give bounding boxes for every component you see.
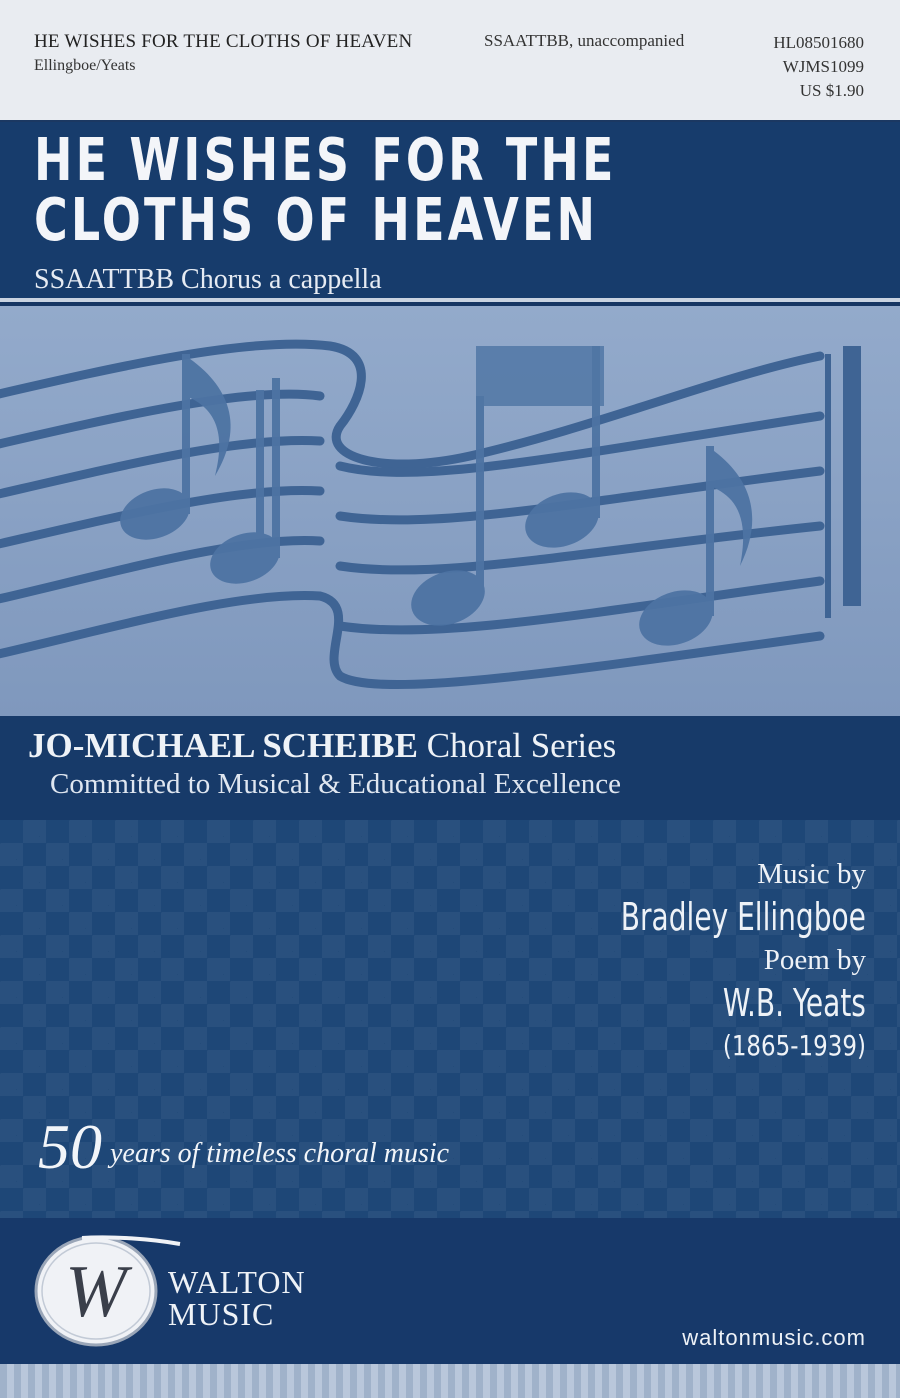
staff-and-notes-image xyxy=(0,306,900,716)
anniversary-text: years of timeless choral music xyxy=(110,1138,450,1169)
series-name-bold: JO-MICHAEL SCHEIBE xyxy=(28,726,418,765)
cover-title: HE WISHES FOR THE CLOTHS OF HEAVEN xyxy=(34,125,617,254)
series-tagline: Committed to Musical & Educational Excellence xyxy=(50,768,621,800)
footer-strip xyxy=(0,1364,900,1398)
anniversary-number: 50 xyxy=(38,1111,102,1182)
catalog-number: HL08501680 xyxy=(773,33,864,52)
poem-by-label: Poem by xyxy=(763,944,866,976)
music-staff-artwork xyxy=(0,306,900,716)
header-catalog-info xyxy=(773,31,864,103)
composer-name: Bradley Ellingboe xyxy=(620,895,866,939)
poet-name: W.B. Yeats xyxy=(722,981,866,1025)
publisher-name-line2: MUSIC xyxy=(168,1296,275,1332)
credits-block xyxy=(567,856,866,1064)
series-name-rest: Choral Series xyxy=(417,726,617,765)
publisher-website: waltonmusic.com xyxy=(682,1325,866,1350)
publisher-name-line1: WALTON xyxy=(168,1264,306,1300)
music-by-label: Music by xyxy=(757,858,866,890)
series-name xyxy=(28,726,616,766)
poet-dates: (1865-1939) xyxy=(722,1029,866,1062)
header-voicing: SSAATTBB, unaccompanied xyxy=(484,31,685,50)
header-authors: Ellingboe/Yeats xyxy=(34,57,136,74)
header-title: HE WISHES FOR THE CLOTHS OF HEAVEN xyxy=(34,31,413,52)
title-divider xyxy=(0,298,900,302)
logo-letter: W xyxy=(65,1251,127,1333)
walton-logo-icon xyxy=(32,1234,182,1348)
walton-logo-mark xyxy=(32,1234,182,1348)
publisher-name xyxy=(168,1266,306,1330)
catalog-header xyxy=(0,0,900,122)
publisher-number: WJMS1099 xyxy=(782,57,864,76)
price: US $1.90 xyxy=(799,81,864,100)
anniversary-tagline xyxy=(38,1110,449,1184)
cover-subtitle: SSAATTBB Chorus a cappella xyxy=(34,264,382,295)
